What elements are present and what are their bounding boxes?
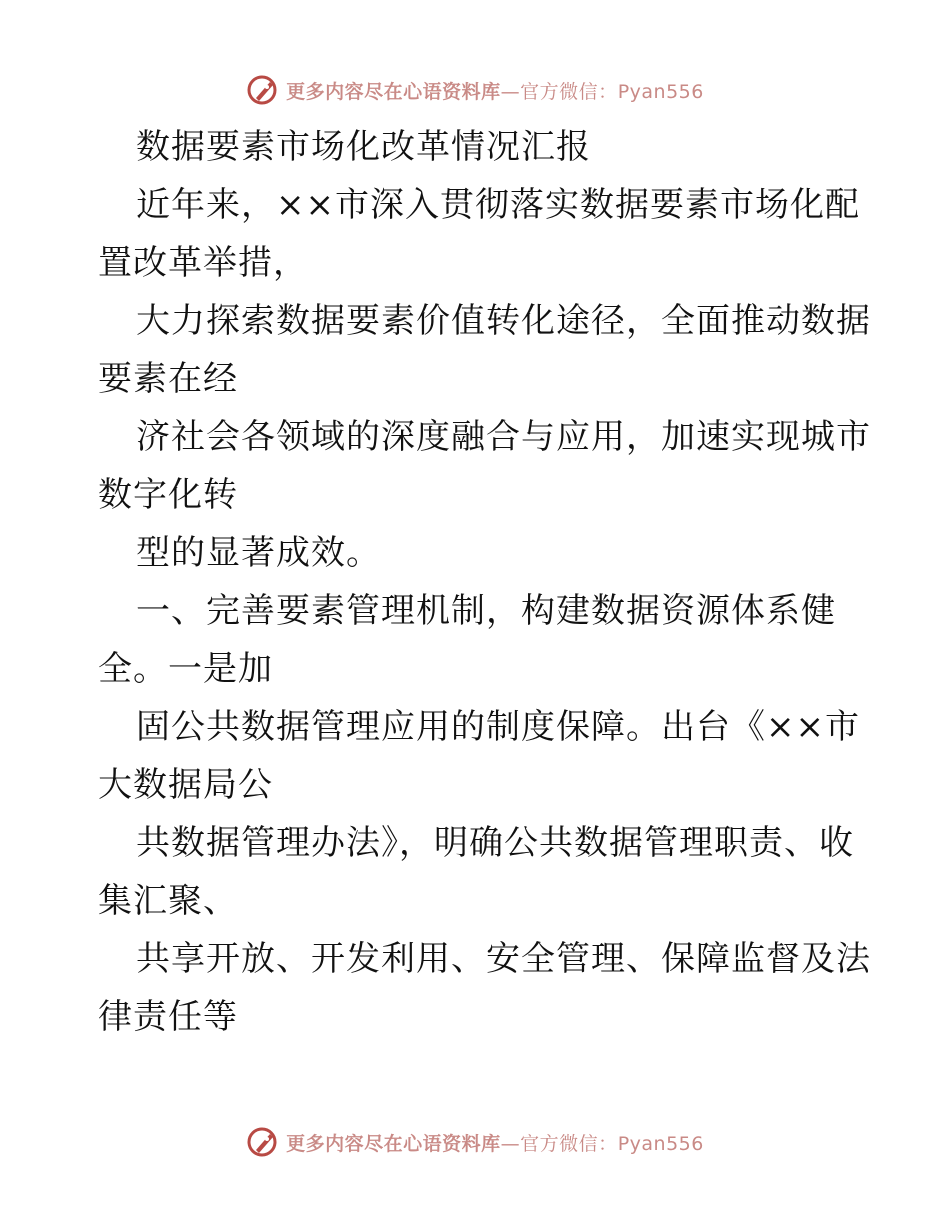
watermark-label: 官方微信： [520,1132,618,1155]
footer-watermark [0,1126,950,1158]
watermark-text [286,77,704,104]
paragraph-line: 固公共数据管理应用的制度保障。出台《××市 [136,707,860,747]
paragraph-line: 集汇聚、 [98,881,238,921]
watermark-separator: — [500,80,521,103]
header-watermark [0,74,950,106]
paragraph-line: 大数据局公 [98,765,273,805]
document-title: 数据要素市场化改革情况汇报 [136,127,591,167]
paragraph-line: 数字化转 [98,475,238,515]
pen-nib-icon [246,1126,280,1158]
watermark-id: Pyan556 [617,1132,704,1155]
paragraph-line: 共数据管理办法》，明确公共数据管理职责、收 [136,823,854,863]
paragraph-line: 置改革举措， [98,243,308,283]
paragraph-line: 全。一是加 [98,649,273,689]
paragraph-line: 共享开放、开发利用、安全管理、保障监督及法 [136,939,871,979]
watermark-text [286,1129,704,1156]
paragraph-line: 济社会各领域的深度融合与应用，加速实现城市 [136,417,871,457]
paragraph-line: 大力探索数据要素价值转化途径，全面推动数据 [136,301,871,341]
watermark-id: Pyan556 [617,80,704,103]
document-body [98,118,871,1046]
paragraph-line: 型的显著成效。 [136,533,381,573]
watermark-brand: 更多内容尽在心语资料库 [286,1132,501,1155]
section-heading-line: 一、完善要素管理机制，构建数据资源体系健 [136,591,836,631]
pen-nib-icon [246,74,280,106]
paragraph-line: 要素在经 [98,359,238,399]
watermark-brand: 更多内容尽在心语资料库 [286,80,501,103]
watermark-label: 官方微信： [520,80,618,103]
paragraph-line: 近年来，××市深入贯彻落实数据要素市场化配 [136,185,860,225]
paragraph-line: 律责任等 [98,997,238,1037]
watermark-separator: — [500,1132,521,1155]
